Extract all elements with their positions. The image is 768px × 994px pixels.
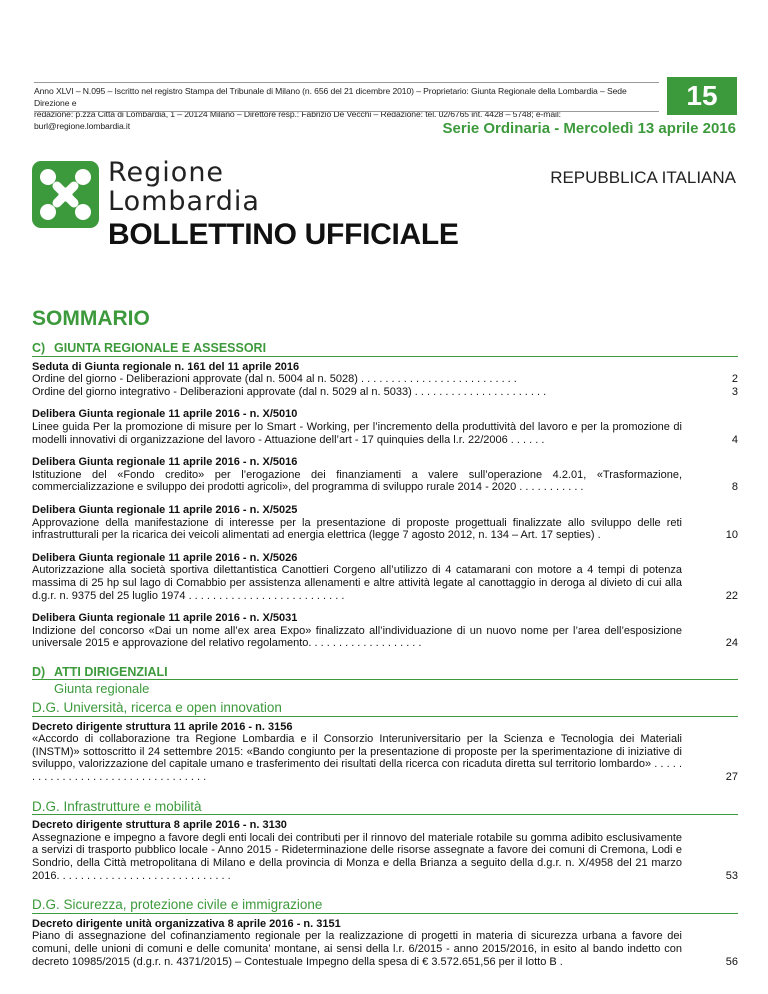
page-number: 4 [731,433,738,446]
page-number: 24 [725,637,738,650]
entry-text: Ordine del giorno - Deliberazioni approvate (dal n. 5004 al n. 5028) . . . . . . . . . . . . . . . . . . . . . . . . . . [32,373,517,386]
entry-title: Delibera Giunta regionale 11 aprile 2016 - n. X/5031 [32,612,298,625]
entry-text: Linee guida Per la promozione di misure per lo Smart - Working, per l’incremento della produttività del lavoro e per la promozione di modelli innovativi di organizzazione del lavoro - Attuazione dell’art - 17 quinquies della l.r. 22/2006 . . . . . . [32,420,682,446]
republic-label: REPUBBLICA ITALIANA [550,168,736,187]
series-date: Serie Ordinaria - Mercoledì 13 aprile 2016 [442,120,736,137]
header-bottom-rule [34,111,659,112]
page-number: 22 [725,589,738,602]
entry-text: Piano di assegnazione del cofinanziamento regionale per la realizzazione di progetti in materia di sicurezza urbana a favore dei comuni, delle unioni di comuni e delle comunita’ montane, ai sensi della l.r. 6/2015 - anno 2015/2016, in esito al bando indetto con decreto 10985/2015 (d.g.r. n. 4371/2015) – Contestuale Impegno della spesa di € 3.572.651,56 per il lotto B . [32,930,682,968]
toc-entry[interactable] [32,456,738,494]
entry-title: Decreto dirigente struttura 11 aprile 2016 - n. 3156 [32,720,293,733]
toc-entry[interactable] [32,552,738,602]
entry-text: Indizione del concorso «Dai un nome all’ex area Expo» finalizzato all’individuazione di un nuovo nome per l’area dell’esposizione universale 2015 e approvazione del relativo regolamento. . . . . . . . . . . . . . . . . . . [32,624,682,650]
entry-title: Decreto dirigente unità organizzativa 8 aprile 2016 - n. 3151 [32,917,341,930]
logo-line-lombardia: Lombardia [108,186,260,217]
toc-entry[interactable] [32,721,738,784]
entry-title: Decreto dirigente struttura 8 aprile 2016 - n. 3130 [32,819,287,832]
entry-text: «Accordo di collaborazione tra Regione Lombardia e il Consorzio Interuniversitario per la Scienza e Tecnologia dei Materiali (INSTM)» sottoscritto il 24 settembre 2015: «Bando congiunto per la presentazione di proposte per la sperimentazione di iniziative di sviluppo, valorizzazione del capitale umano e trasferimento dei risultati della ricerca con ricaduta diretta sul territorio lombardo» . . . . . . . . . . . . . . . . . . . . . . . . . . . . . . . . . . [32,733,682,784]
header-top-rule [34,82,659,83]
entry-text: Autorizzazione alla società sportiva dilettantistica Canottieri Corgeno all’utilizzo di 4 catamarani con motore a 4 tempi di potenza massima di 25 hp sul lago di Comabbio per assistenza allenamenti e altre attività legate al canottaggio in deroga al divieto di cui alla d.g.r. n. 9375 del 25 luglio 1974 . . . . . . . . . . . . . . . . . . . . . . . . . . [32,564,682,602]
toc-entry[interactable] [32,819,738,882]
dg-heading-universita: D.G. Università, ricerca e open innovation [32,702,738,717]
entry-title: Delibera Giunta regionale 11 aprile 2016 - n. X/5026 [32,551,298,564]
entry-title: Delibera Giunta regionale 11 aprile 2016 - n. X/5025 [32,503,298,516]
entry-title: Delibera Giunta regionale 11 aprile 2016 - n. X/5016 [32,456,298,469]
issue-number-badge [667,77,737,115]
page-number: 3 [731,385,738,398]
entry-title: Seduta di Giunta regionale n. 161 del 11 aprile 2016 [32,360,300,373]
toc-item[interactable] [32,373,738,386]
page-number: 27 [725,771,738,784]
toc-item[interactable] [32,386,738,399]
toc-entry[interactable] [32,408,738,446]
page-number: 53 [725,869,738,882]
dg-heading-infrastrutture: D.G. Infrastrutture e mobilità [32,801,738,816]
page-number: 2 [731,373,738,386]
entry-text: Approvazione della manifestazione di interesse per la presentazione di proposte progettuali finalizzate allo sviluppo delle reti infrastrutturali per la ricarica dei veicoli alimentati ad energia elettrica (legge 7 agosto 2012, n. 134 – Art. 17 septies) . [32,516,682,542]
page-number: 10 [725,529,738,542]
publication-info-line2: redazione: p.zza Città di Lombardia, 1 – 20124 Milano – Direttore resp.: Fabrizio De Vecchi – Redazione: tel. 02/6765 int. 4428 – 5748; e-mail: burl@regione.lombardia.it [34,109,561,131]
dg-heading-sicurezza: D.G. Sicurezza, protezione civile e immigrazione [32,899,738,914]
issue-number: 15 [686,80,718,111]
section-c-title: GIUNTA REGIONALE E ASSESSORI [54,341,267,355]
regione-lombardia-logo-icon [32,161,99,228]
entry-text: Istituzione del «Fondo credito» per l’erogazione dei finanziamenti a valere sull’operazione 4.2.01, «Trasformazione, commercializzazione e sviluppo dei prodotti agricoli», del programma di sviluppo rurale 2014 - 2020 . . . . . . . . . . . [32,468,682,494]
page-number: 56 [725,955,738,968]
logo-line-regione: Regione [108,157,225,188]
entry-text: Ordine del giorno integrativo - Deliberazioni approvate (dal n. 5029 al n. 5033) . . . . . . . . . . . . . . . . . . . . . . [32,385,547,398]
page-number: 8 [731,481,738,494]
logo-wordmark [108,159,260,217]
section-c-code: C) [32,341,46,355]
toc-entry[interactable] [32,918,738,968]
summary-heading: SOMMARIO [32,307,150,330]
section-d-subtitle: Giunta regionale [54,681,150,697]
table-of-contents [32,342,738,978]
section-d-heading [32,666,738,681]
entry-title: Delibera Giunta regionale 11 aprile 2016 - n. X/5010 [32,408,298,421]
section-d-title: ATTI DIRIGENZIALI [54,664,168,679]
toc-entry[interactable] [32,504,738,542]
entry-text: Assegnazione e impegno a favore degli enti locali dei contributi per il rinnovo del materiale rotabile su gomma adibito esclusivamente a servizi di trasporto pubblico locale - Anno 2015 - Rideterminazione delle risorse assegnate a favore dei comuni di Cremona, Lodi e Sondrio, della Città metropolitana di Milano e della provincia di Monza e della Brianza a seguito della d.g.r. n. X/4958 del 21 marzo 2016. . . . . . . . . . . . . . . . . . . . . . . . . . . . . [32,831,682,882]
publication-info-line1: Anno XLVI – N.095 – Iscritto nel registro Stampa del Tribunale di Milano (n. 656 del 21 dicembre 2010) – Proprietario: Giunta Regionale della Lombardia – Sede Direzione e [34,86,627,108]
toc-entry [32,361,738,399]
toc-entry[interactable] [32,612,738,650]
section-c-heading [32,342,738,357]
bulletin-title: BOLLETTINO UFFICIALE [108,218,459,251]
section-d-code: D) [32,664,46,679]
